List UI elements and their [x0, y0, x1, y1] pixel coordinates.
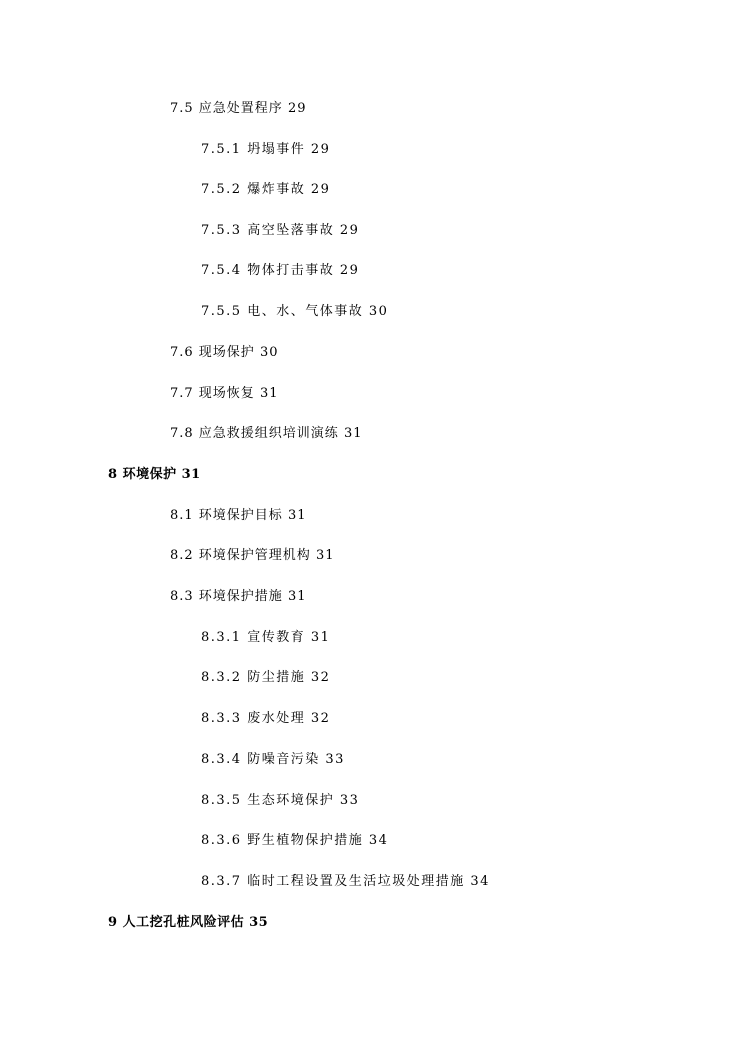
toc-entry: 8.2 环境保护管理机构 31	[170, 548, 335, 563]
toc-entry: 8.3.1 宣传教育 31	[201, 630, 331, 645]
toc-entry: 8.3.7 临时工程设置及生活垃圾处理措施 34	[201, 874, 490, 889]
toc-entry: 7.5.4 物体打击事故 29	[201, 263, 360, 278]
toc-entry: 7.5.2 爆炸事故 29	[201, 182, 331, 197]
toc-entry: 8.3.3 废水处理 32	[201, 711, 331, 726]
toc-entry: 7.5.3 高空坠落事故 29	[201, 223, 360, 238]
toc-entry: 8.3.2 防尘措施 32	[201, 670, 331, 685]
toc-entry: 8.3.5 生态环境保护 33	[201, 793, 360, 808]
toc-entry: 7.5 应急处置程序 29	[170, 101, 307, 116]
toc-entry: 7.5.5 电、水、气体事故 30	[201, 304, 389, 319]
toc-entry: 7.7 现场恢复 31	[170, 386, 279, 401]
toc-entry: 8.1 环境保护目标 31	[170, 508, 307, 523]
toc-entry: 7.5.1 坍塌事件 29	[201, 142, 331, 157]
toc-chapter-heading: 8 环境保护 31	[108, 467, 201, 482]
toc-entry: 7.6 现场保护 30	[170, 345, 279, 360]
toc-entry: 8.3.6 野生植物保护措施 34	[201, 833, 389, 848]
toc-entry: 7.8 应急救援组织培训演练 31	[170, 426, 363, 441]
toc-chapter-heading: 9 人工挖孔桩风险评估 35	[108, 915, 269, 930]
toc-entry: 8.3 环境保护措施 31	[170, 589, 307, 604]
toc-entry: 8.3.4 防噪音污染 33	[201, 752, 345, 767]
